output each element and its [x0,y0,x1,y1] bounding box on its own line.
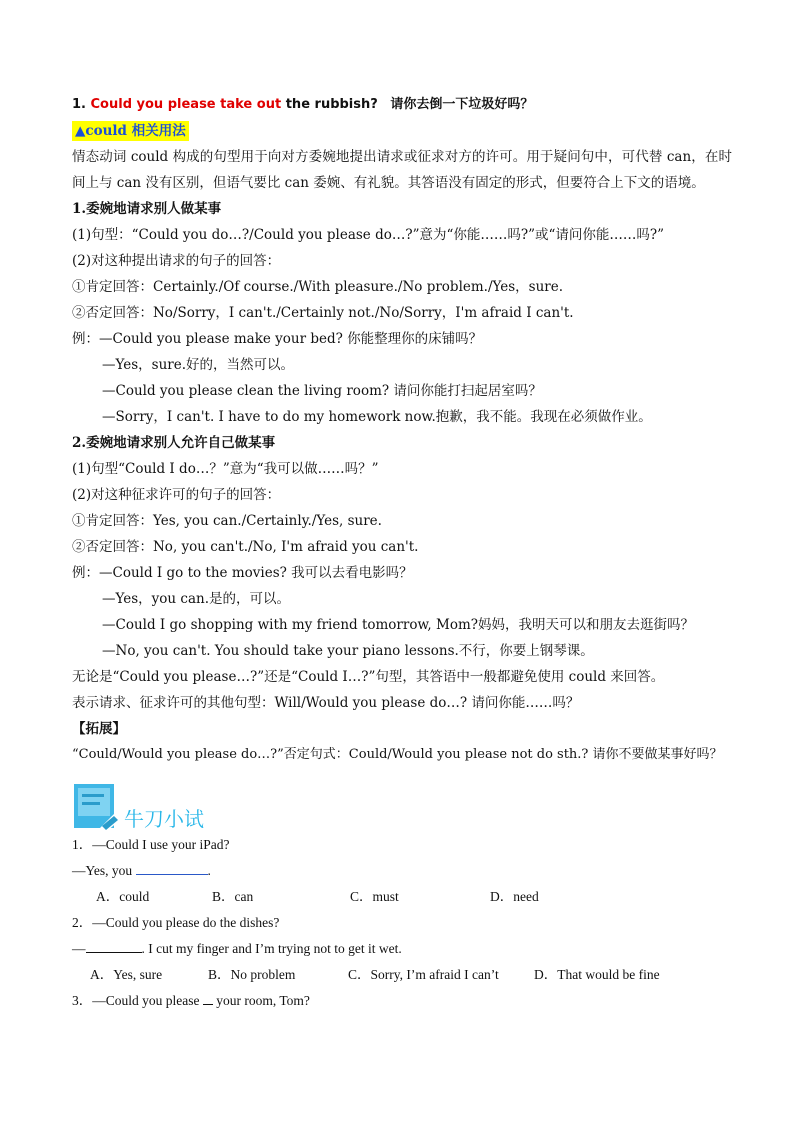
part1-pattern: (1)句型：“Could you do…?/Could you please do…?”意为“你能……吗?”或“请问你能……吗?” [72,227,665,243]
part1-title: 1.委婉地请求别人做某事 [72,201,222,217]
part2-reply-intro: (2)对这种征求许可的句子的回答： [72,487,281,503]
q2-option-a[interactable]: A．Yes, sure [90,967,163,982]
q2-option-d[interactable]: D．That would be fine [534,967,660,982]
q2-answer-start: — [72,941,86,956]
part2-title: 2.委婉地请求别人允许自己做某事 [72,435,276,451]
part2-negative: ②否定回答：No, you can't./No, I'm afraid you can't. [72,539,419,555]
q3-end: your room, Tom? [216,993,310,1008]
part2-example-3: —Could I go shopping with my friend tomorrow, Mom?妈妈，我明天可以和朋友去逛街吗？ [102,617,694,633]
q1-answer-end: . [207,863,211,878]
part1-example-2: —Yes，sure.好的，当然可以。 [102,357,295,373]
q1-option-d[interactable]: D．need [490,889,539,904]
part2-example-4: —No, you can't. You should take your piano lessons.不行，你要上钢琴课。 [102,643,594,659]
extend-title: 【拓展】 [72,721,126,737]
heading-number: 1. [72,97,86,112]
part1-example-3: —Could you please clean the living room? 请问你能打扫起居室吗？ [102,383,542,399]
practice-header [72,770,732,832]
q2-answer-end: . I cut my finger and I’m trying not to get it wet. [141,941,402,956]
q1-answer-text: —Yes, you [72,863,133,878]
q2-question: 2．—Could you please do the dishes? [72,915,280,930]
practice-title: 牛刀小试 [124,807,204,831]
q3-question [72,988,732,1014]
notepad-pencil-icon [72,780,120,832]
part1-example-4: —Sorry，I can't. I have to do my homework now.抱歉，我不能。我现在必须做作业。 [102,409,652,425]
q2-blank[interactable] [86,938,142,953]
part2-example-1: 例：—Could I go to the movies? 我可以去看电影吗？ [72,565,413,581]
section-tag: ▲could 相关用法 [72,121,189,141]
part2-example-2: —Yes，you can.是的，可以。 [102,591,290,607]
part1-example-1: 例：—Could you please make your bed? 你能整理你的床铺吗？ [72,331,483,347]
heading-red-phrase: Could you please take out [90,97,282,112]
document-page [72,92,732,1014]
part1-reply-intro: (2)对这种提出请求的句子的回答： [72,253,281,269]
q1-question: 1．—Could I use your iPad? [72,837,230,852]
q1-option-a[interactable]: A．could [96,889,150,904]
part1-negative: ②否定回答：No/Sorry，I can't./Certainly not./No/Sorry，I'm afraid I can't. [72,305,574,321]
q1-blank[interactable] [136,860,208,875]
part1-positive: ①肯定回答：Certainly./Of course./With pleasure./No problem./Yes，sure. [72,279,564,295]
part2-positive: ①肯定回答：Yes, you can./Certainly./Yes, sure. [72,513,382,529]
q2-answer-line [72,936,732,962]
q1-answer-line [72,858,732,884]
q1-option-c[interactable]: C．must [350,889,399,904]
q2-options [72,962,732,988]
intro-paragraph: 情态动词 could 构成的句型用于向对方委婉地提出请求或征求对方的许可。用于疑问句中，可代替 can，在时间上与 can 没有区别，但语气要比 can 委婉、有礼貌。其答语没有固定的形式，但要符合上下文的语境。 [72,149,732,191]
q3-start: 3．—Could you please [72,993,200,1008]
heading-chinese: 请你去倒一下垃圾好吗？ [390,97,534,112]
extend-text: “Could/Would you please do…?”否定句式：Could/Would you please not do sth.? 请你不要做某事好吗？ [72,747,723,762]
q2-option-b[interactable]: B．No problem [208,967,296,982]
q2-option-c[interactable]: C．Sorry, I’m afraid I can’t [348,967,499,982]
q1-option-b[interactable]: B．can [212,889,254,904]
q3-blank[interactable] [203,990,213,1005]
part2-pattern: (1)句型“Could I do…？”意为“我可以做……吗？” [72,461,379,477]
heading-phrase: the rubbish? [285,97,378,112]
usage-note-2: 表示请求、征求许可的其他句型：Will/Would you please do…? 请问你能……吗？ [72,695,580,711]
section-tag-row [72,118,732,144]
q1-options [72,884,732,910]
usage-note-1: 无论是“Could you please…?”还是“Could I…?”句型，其答语中一般都避免使用 could 来回答。 [72,669,665,685]
lesson-heading [72,92,732,118]
